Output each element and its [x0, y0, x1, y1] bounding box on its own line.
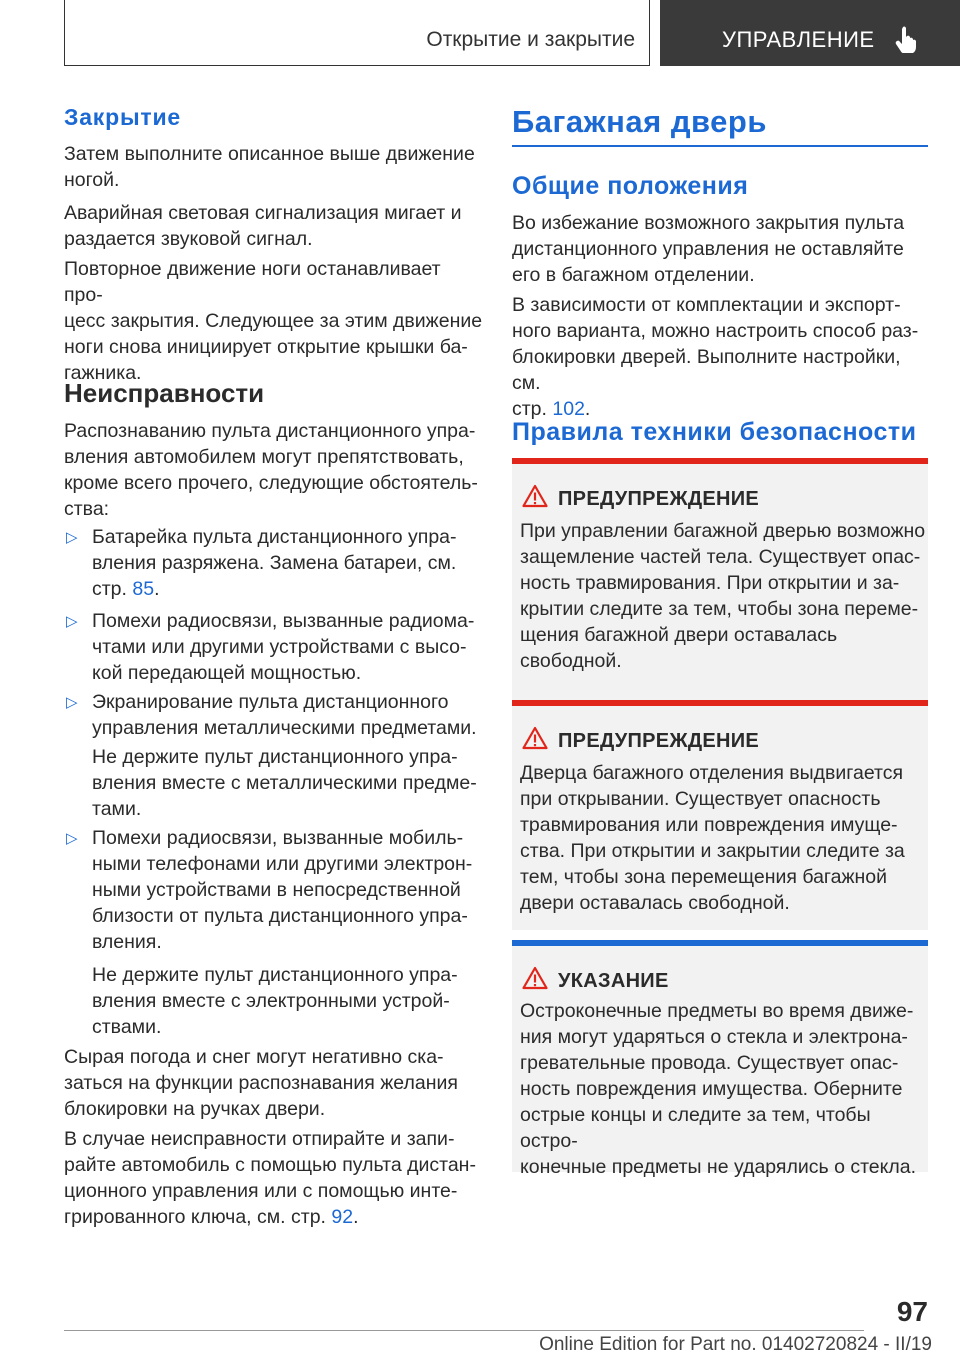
warning-triangle-icon: [522, 484, 548, 508]
closing-heading: Закрытие: [64, 104, 181, 130]
bullet-marker: ▷: [66, 694, 78, 711]
general-paragraph-2: В зависимости от комплектации и экспорт- ного варианта, можно настроить способ раз- блокировки дверей. Выполните настройки, см. стр. 102.: [512, 294, 919, 420]
list-item: Помехи радиосвязи, вызванные мобиль- ными телефонами или другими электрон- ными устройствами в непосредственной близости от пульта дистанционного упра- вления.: [92, 827, 473, 953]
note-text: Остроконечные предметы во время движе- ния могут ударяться о стекла и электрона- гревательные провода. Существует опас- ность повреждения имущества. Оберните острые концы и следите за тем, чтобы остро- конечные предметы не ударялись о стекла.: [520, 1000, 917, 1178]
warning-bar: [512, 700, 928, 706]
weather-paragraph: Сырая погода и снег могут негативно ска- заться на функции распознавания желания блокировки на ручках двери.: [64, 1046, 458, 1120]
note-bar: [512, 940, 928, 946]
warning-bar: [512, 458, 928, 464]
note-box: [512, 940, 928, 1178]
list-item: Экранирование пульта дистанционного управления металлическими предметами.: [92, 691, 477, 739]
faults-heading: Неисправности: [64, 378, 265, 408]
safety-heading: Правила техники безопасности: [512, 418, 917, 446]
general-paragraph-1: Во избежание возможного закрытия пульта дистанционного управления не оставляйте его в багажном отделении.: [512, 212, 905, 286]
closing-paragraph-3: Повторное движение ноги останавливает про- цесс закрытия. Следующее за этим движение ноги снова инициирует открытие крышки ба- гажника.: [64, 258, 483, 384]
list-item: Батарейка пульта дистанционного упра- вления разряжена. Замена батареи, см. стр. 85.: [92, 526, 457, 600]
chapter-title: УПРАВЛЕНИЕ: [722, 27, 875, 52]
page-number: 97: [896, 1296, 928, 1327]
warning-title: ПРЕДУПРЕЖДЕНИЕ: [558, 730, 760, 752]
warning-box-1: [512, 458, 928, 704]
bullet-marker: ▷: [66, 830, 78, 847]
warning-triangle-icon: [522, 966, 548, 990]
hand-pointer-icon: [894, 25, 920, 53]
list-item-note: Не держите пульт дистанционного упра- вления вместе с металлическими предме- тами.: [92, 746, 477, 820]
warning-triangle-icon: [522, 726, 548, 750]
chapter-tab: [660, 0, 960, 66]
note-title: УКАЗАНИЕ: [558, 970, 669, 992]
edition-text: Online Edition for Part no. 01402720824 - II/19: [539, 1334, 932, 1355]
warning-text: При управлении багажной дверью возможно защемление частей тела. Существует опас- ность травмирования. При открытии и за- крытии следите за тем, чтобы зона переме- щения багажной двери оставалась свободной.: [520, 520, 926, 672]
warning-text: Дверца багажного отделения выдвигается при открывании. Существует опасность травмирования или повреждения имуще- ства. При открытии и закрытии следите за тем, чтобы зона перемещения багажной двери оставалась свободной.: [520, 762, 905, 914]
faults-intro: Распознаванию пульта дистанционного упра- вления автомобилем могут препятствовать, кроме всего прочего, следующие обстоятель- ства:: [64, 420, 478, 520]
title-underline: [512, 145, 928, 147]
list-item-note: Не держите пульт дистанционного упра- вления вместе с электронными устрой- ствами.: [92, 964, 458, 1038]
page-link-102[interactable]: 102: [552, 398, 585, 420]
page-link-92[interactable]: 92: [331, 1206, 354, 1228]
general-heading: Общие положения: [512, 172, 749, 200]
page-link-85[interactable]: 85: [132, 578, 155, 600]
footer-divider: [64, 1330, 864, 1331]
bullet-marker: ▷: [66, 613, 78, 630]
bullet-marker: ▷: [66, 529, 78, 546]
warning-title: ПРЕДУПРЕЖДЕНИЕ: [558, 488, 760, 510]
fault-action-paragraph: В случае неисправности отпирайте и запи- райте автомобиль с помощью пульта дистан- ционного управления или с помощью инте- грированного ключа, см. стр. 92.: [64, 1128, 476, 1228]
page-header: [64, 0, 960, 66]
warning-box-2: [512, 700, 928, 930]
section-title: Открытие и закрытие: [426, 28, 635, 51]
section-tab: [64, 0, 650, 66]
closing-paragraph-1: Затем выполните описанное выше движение ногой.: [64, 143, 475, 191]
tailgate-title: Багажная дверь: [512, 104, 767, 139]
closing-paragraph-2: Аварийная световая сигнализация мигает и раздается звуковой сигнал.: [64, 202, 462, 250]
list-item: Помехи радиосвязи, вызванные радиома- чтами или другими устройствами с высо- кой передающей мощностью.: [92, 610, 475, 684]
